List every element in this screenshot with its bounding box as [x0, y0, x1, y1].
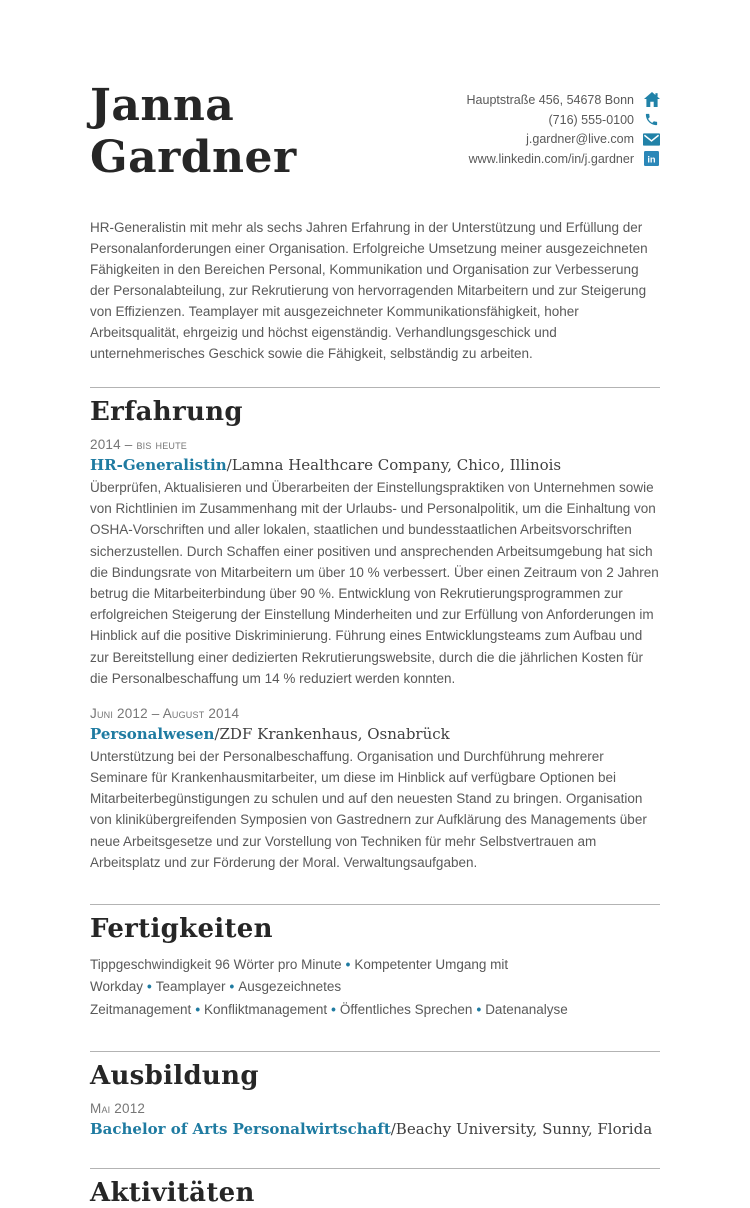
entry-title	[90, 725, 660, 743]
skill-item: Öffentliches Sprechen	[339, 1001, 473, 1017]
skill-separator: •	[476, 1001, 482, 1017]
contact-linkedin[interactable]	[467, 151, 660, 166]
skill-item: Tippgeschwindigkeit 96 Wörter pro Minute	[90, 957, 342, 973]
skill-separator: •	[195, 1001, 201, 1017]
entry-title	[90, 456, 660, 474]
contact-address	[467, 92, 660, 107]
section-experience	[90, 387, 660, 873]
entry-description: Unterstützung bei der Personalbeschaffung. Organisation und Durchführung mehrerer Seminare für Krankenhausmitarbeiter, um diese im Hinblick auf verfügbare Optionen bei Mitarbeiterbegünstigungen zu schulen und auf den neuesten Stand zu bringen. Organisation von klinikübergreifenden Symposien von Gastrednern zur Aufklärung des Managements über neue Arbeitsgesetze und zur Vorstellung von Techniken für mehr Selbstvertrauen am Arbeitsplatz und zur Förderung der Moral. Verwaltungsaufgaben.	[90, 748, 647, 870]
email-text[interactable]: j.gardner@live.com	[526, 132, 634, 146]
svg-text:in: in	[647, 154, 656, 165]
section-skills	[90, 904, 660, 1021]
profile-summary: HR-Generalistin mit mehr als sechs Jahren Erfahrung in der Unterstützung und Erfüllung der Personalanforderungen einer Organisation. Erfolgreiche Umsetzung meiner ausgezeichneten Fähigkeiten in den Bereichen Personal, Kommunikation und Organisation zur Verbesserung der Personalabteilung, zur Rekrutierung von hervorragenden Mitarbeitern und zur Steigerung von Effizienzen. Teamplayer mit ausgezeichneter Kommunikationsfähigkeit, hoher Arbeitsqualität, ehrgeizig und höchst eigenständig. Verhandlungsgeschick und unternehmerisches Geschick sowie die Fähigkeit, selbständig zu arbeiten.	[90, 219, 648, 361]
last-name: Gardner	[90, 132, 297, 184]
degree-link: Bachelor of Arts Personalwirtschaft	[90, 1119, 391, 1138]
person-name	[90, 80, 297, 185]
experience-entry	[90, 706, 660, 873]
phone-icon	[643, 112, 660, 127]
linkedin-icon	[643, 151, 660, 166]
contact-phone	[467, 112, 660, 127]
skill-separator: •	[229, 979, 235, 995]
experience-entry	[90, 437, 660, 689]
entry-role-link: HR-Generalistin	[90, 456, 227, 475]
mail-icon	[643, 133, 660, 146]
education-entry	[90, 1101, 660, 1138]
address-text: Hauptstraße 456, 54678 Bonn	[466, 92, 634, 107]
skills-title: Fertigkeiten	[90, 914, 273, 945]
contact-email[interactable]	[467, 132, 660, 146]
phone-text: (716) 555-0100	[548, 112, 634, 127]
entry-date: 2014 – bis heute	[90, 437, 188, 453]
education-title: Ausbildung	[90, 1060, 259, 1091]
skill-separator: •	[345, 957, 351, 973]
first-name: Janna	[90, 80, 235, 131]
skill-separator: •	[331, 1001, 336, 1017]
entry-title	[90, 1120, 660, 1138]
experience-title: Erfahrung	[90, 397, 243, 428]
home-icon	[643, 92, 660, 107]
skill-item: Datenanalyse	[485, 1001, 568, 1017]
skill-item: Konfliktmanagement	[204, 1001, 328, 1017]
contact-block	[467, 92, 660, 166]
entry-role-link: Personalwesen	[90, 724, 215, 743]
section-activities	[90, 1168, 660, 1208]
section-education	[90, 1051, 660, 1138]
skill-separator: •	[147, 979, 152, 995]
skill-item: Kompetenter Umgang mit Workday	[90, 957, 509, 995]
skills-list	[90, 954, 660, 1021]
header	[90, 80, 660, 185]
entry-org: /Beachy University, Sunny, Florida	[390, 1119, 653, 1138]
skill-item: Ausgezeichnetes Zeitmanagement	[90, 979, 342, 1017]
activities-title: Aktivitäten	[90, 1177, 255, 1208]
linkedin-text[interactable]: www.linkedin.com/in/j.gardner	[468, 151, 634, 166]
entry-description: Überprüfen, Aktualisieren und Überarbeiten der Einstellungspraktiken von Unternehmen sowie von Richtlinien im Zusammenhang mit der Urlaubs- und Personalpolitik, um die Einhaltung von OSHA-Vorschriften und aller lokalen, staatlichen und bundesstaatlichen Arbeitsvorschriften sicherzustellen. Durch Schaffen einer positiven und ansprechenden Arbeitsumgebung hat sich die Bindungsrate von Mitarbeitern um über 10 % verbessert. Über einen Zeitraum von 2 Jahren betrug die Mitarbeiterbindung über 90 %. Entwicklung von Rekrutierungsprogrammen zur erfolgreichen Steigerung der Einstellung Minderheiten und zur Erfüllung von Anforderungen im Hinblick auf die positive Diskriminierung. Führung eines Entwicklungsteams zum Aufbau und zur Bereitstellung einer dedizierten Rekrutierungswebsite, durch die die jährlichen Kosten für die Personalbeschaffung um 14 % reduziert werden konnten.	[90, 480, 659, 686]
entry-org: /Lamna Healthcare Company, Chico, Illinois	[226, 456, 562, 475]
entry-org: /ZDF Krankenhaus, Osnabrück	[214, 724, 450, 743]
skill-item: Teamplayer	[155, 979, 226, 995]
entry-date: Juni 2012 – August 2014	[90, 705, 240, 721]
entry-date: Mai 2012	[90, 1100, 146, 1116]
